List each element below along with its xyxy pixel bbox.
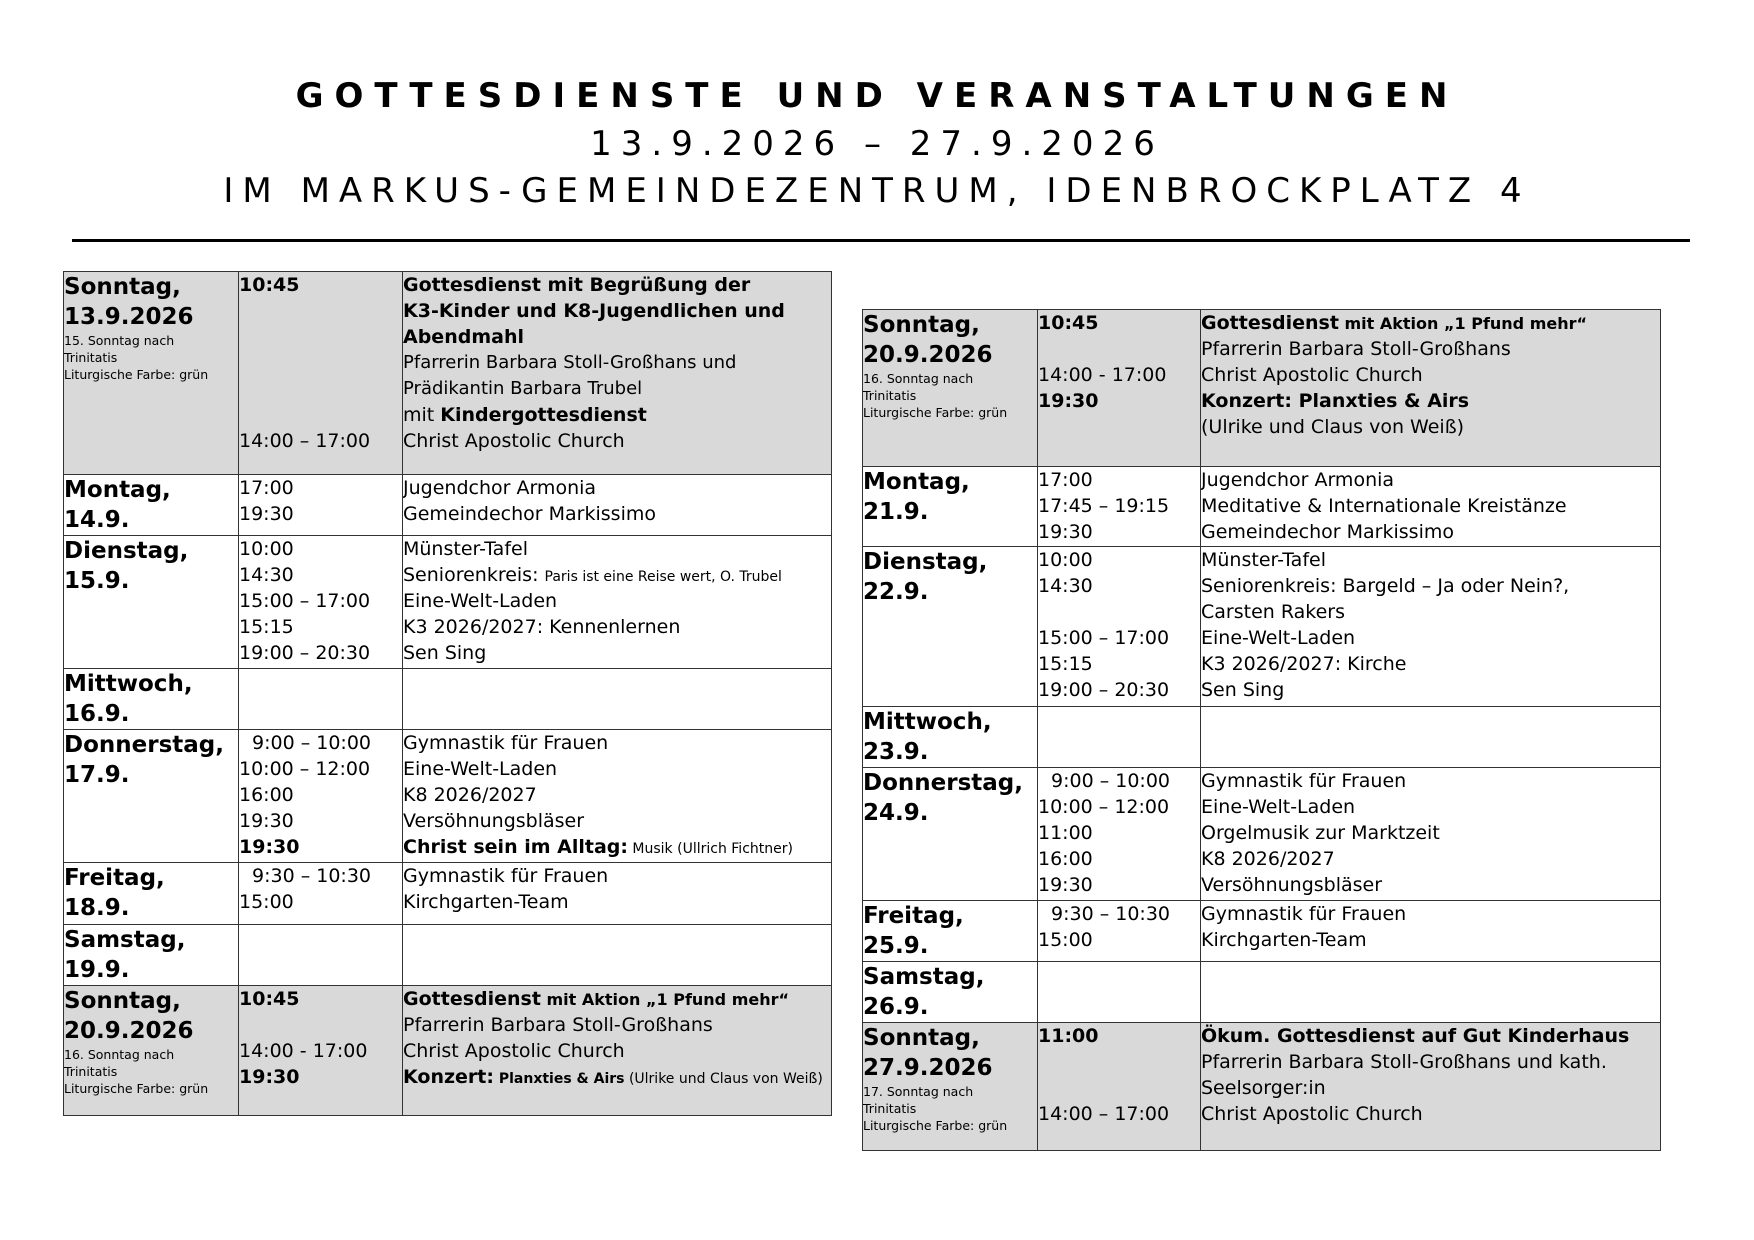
day-name: Donnerstag, [863,770,1023,796]
day-date: 20.9.2026 [64,1018,194,1044]
day-name: Samstag, [863,964,985,990]
time: 19:30 [1038,874,1093,896]
day-cell [64,272,239,475]
time: 14:00 – 17:00 [239,430,371,452]
event: Sen Sing [403,642,487,664]
day-note: Trinitatis [64,1064,118,1079]
day-row [863,768,1661,901]
time: 10:45 [239,988,300,1010]
event: K3-Kinder und K8-Jugendlichen und [403,300,785,322]
day-name: Mittwoch, [863,709,992,735]
day-row [64,925,832,986]
event: Versöhnungsbläser [1201,874,1383,896]
day-name: Freitag, [863,903,964,929]
event: Kirchgarten-Team [403,891,569,913]
day-date: 21.9. [863,499,929,525]
event: Gottesdienst mit Aktion „1 Pfund mehr“ [1201,312,1588,334]
events-cell [403,863,832,925]
time: 14:00 - 17:00 [1038,364,1167,386]
day-date: 14.9. [64,507,130,533]
day-row [863,707,1661,768]
day-date: 17.9. [64,762,130,788]
event: Carsten Rakers [1201,601,1345,623]
day-date: 15.9. [64,568,130,594]
times-cell [239,536,403,669]
time: 19:30 [1038,390,1099,412]
day-note: 17. Sonntag nach [863,1084,974,1099]
event: Konzert: Planxties & Airs [1201,390,1470,412]
time: 19:30 [1038,521,1093,543]
event: Pfarrerin Barbara Stoll-Großhans [403,1014,713,1036]
event: Münster-Tafel [403,538,528,560]
time: 19:30 [239,810,294,832]
events-cell [403,475,832,536]
time: 11:00 [1038,1025,1099,1047]
event: Jugendchor Armonia [1201,469,1395,491]
day-row [64,986,832,1116]
day-row [64,272,832,475]
event: Orgelmusik zur Marktzeit [1201,822,1440,844]
events-cell [403,925,832,986]
events-cell [1201,1023,1661,1151]
time: 15:00 – 17:00 [239,590,371,612]
event: Jugendchor Armonia [403,477,597,499]
day-date: 18.9. [64,895,130,921]
day-date: 19.9. [64,957,130,983]
times-cell [239,925,403,986]
day-cell [863,768,1038,901]
day-note: 15. Sonntag nach [64,333,175,348]
time: 10:00 – 12:00 [239,758,371,780]
day-name: Montag, [863,469,970,495]
times-cell [1038,547,1201,707]
event: Ökum. Gottesdienst auf Gut Kinderhaus [1201,1025,1630,1047]
event: Christ Apostolic Church [1201,364,1423,386]
time: 14:00 - 17:00 [239,1040,368,1062]
location: IM MARKUS-GEMEINDEZENTRUM, IDENBROCKPLATZ 4 [223,171,1531,211]
day-name: Sonntag, [64,988,181,1014]
events-cell [1201,310,1661,467]
day-row [64,863,832,925]
time: 10:45 [239,274,300,296]
event: K3 2026/2027: Kirche [1201,653,1407,675]
day-row [64,730,832,863]
time: 10:00 [1038,549,1093,571]
event: Meditative & Internationale Kreistänze [1201,495,1567,517]
day-row [863,467,1661,547]
time: 15:00 – 17:00 [1038,627,1170,649]
times-cell [239,986,403,1116]
event: Christ Apostolic Church [403,430,625,452]
event: Seniorenkreis: Bargeld – Ja oder Nein?, [1201,575,1570,597]
schedule-table-right [862,309,1661,1151]
events-cell [1201,768,1661,901]
event: Konzert: Planxties & Airs (Ulrike und Claus von Weiß) [403,1066,823,1088]
event: Gymnastik für Frauen [403,865,609,887]
day-note: Trinitatis [863,388,917,403]
page-title: GOTTESDIENSTE UND VERANSTALTUNGEN [295,76,1459,116]
time: 14:30 [1038,575,1093,597]
event: Eine-Welt-Laden [403,590,558,612]
day-note: Trinitatis [64,350,118,365]
event: mit Kindergottesdienst [403,404,647,426]
event: Eine-Welt-Laden [403,758,558,780]
times-cell [1038,1023,1201,1151]
day-cell [64,536,239,669]
day-note: Liturgische Farbe: grün [863,1118,1008,1133]
day-row [64,536,832,669]
time: 10:00 [239,538,294,560]
event: Gemeindechor Markissimo [403,503,656,525]
day-row [64,475,832,536]
day-cell [64,863,239,925]
events-cell [1201,901,1661,962]
day-cell [64,986,239,1116]
event: Gottesdienst mit Aktion „1 Pfund mehr“ [403,988,790,1010]
time: 19:00 – 20:30 [1038,679,1170,701]
day-name: Mittwoch, [64,671,193,697]
events-cell [1201,962,1661,1023]
day-name: Dienstag, [64,538,189,564]
time: 15:15 [239,616,294,638]
event: Eine-Welt-Laden [1201,627,1356,649]
event: Pfarrerin Barbara Stoll-Großhans [1201,338,1511,360]
day-row [863,547,1661,707]
schedule-table-left [63,271,832,1116]
day-cell [863,1023,1038,1151]
event: Gottesdienst mit Begrüßung der [403,274,751,296]
time: 17:00 [239,477,294,499]
event: Abendmahl [403,326,524,348]
day-cell [863,310,1038,467]
events-cell [1201,467,1661,547]
day-note: Liturgische Farbe: grün [64,1081,209,1096]
day-cell [863,547,1038,707]
header-divider [72,239,1690,242]
day-note: 16. Sonntag nach [863,371,974,386]
day-row [863,901,1661,962]
time: 19:30 [239,503,294,525]
day-date: 27.9.2026 [863,1055,993,1081]
times-cell [1038,901,1201,962]
time: 9:00 – 10:00 [252,732,372,754]
event: Gymnastik für Frauen [1201,770,1407,792]
time: 14:30 [239,564,294,586]
event: K8 2026/2027 [403,784,537,806]
day-name: Montag, [64,477,171,503]
day-note: Liturgische Farbe: grün [863,405,1008,420]
time: 19:00 – 20:30 [239,642,371,664]
day-date: 24.9. [863,800,929,826]
day-cell [863,901,1038,962]
times-cell [239,475,403,536]
event: Gymnastik für Frauen [1201,903,1407,925]
event: (Ulrike und Claus von Weiß) [1201,416,1465,438]
day-date: 16.9. [64,701,130,727]
event: Christ Apostolic Church [403,1040,625,1062]
time: 15:15 [1038,653,1093,675]
time: 9:30 – 10:30 [1051,903,1171,925]
day-row [863,1023,1661,1151]
events-cell [403,730,832,863]
event: K3 2026/2027: Kennenlernen [403,616,681,638]
times-cell [1038,467,1201,547]
event: Seelsorger:in [1201,1077,1326,1099]
day-name: Freitag, [64,865,165,891]
time: 16:00 [239,784,294,806]
times-cell [239,863,403,925]
time: 15:00 [239,891,294,913]
day-date: 22.9. [863,579,929,605]
event: Eine-Welt-Laden [1201,796,1356,818]
time: 10:45 [1038,312,1099,334]
day-date: 13.9.2026 [64,304,194,330]
event: Münster-Tafel [1201,549,1326,571]
day-name: Donnerstag, [64,732,224,758]
day-name: Sonntag, [863,1025,980,1051]
events-cell [403,536,832,669]
events-cell [403,669,832,730]
event: Pfarrerin Barbara Stoll-Großhans und kath. [1201,1051,1607,1073]
time: 14:00 – 17:00 [1038,1103,1170,1125]
times-cell [239,730,403,863]
day-row [863,962,1661,1023]
times-cell [1038,962,1201,1023]
day-cell [863,467,1038,547]
events-cell [403,986,832,1116]
day-date: 25.9. [863,933,929,959]
time: 16:00 [1038,848,1093,870]
day-date: 26.9. [863,994,929,1020]
event: Prädikantin Barbara Trubel [403,378,643,399]
event: Christ Apostolic Church [1201,1103,1423,1125]
time: 9:30 – 10:30 [252,865,372,887]
times-cell [1038,768,1201,901]
event: Gymnastik für Frauen [403,732,609,754]
times-cell [239,272,403,475]
day-row [863,310,1661,467]
times-cell [1038,310,1201,467]
day-cell [863,962,1038,1023]
event: Seniorenkreis: Paris ist eine Reise wert, O. Trubel [403,564,782,586]
time: 17:45 – 19:15 [1038,495,1170,517]
day-name: Samstag, [64,927,186,953]
day-cell [863,707,1038,768]
event: Sen Sing [1201,679,1285,701]
day-name: Sonntag, [863,312,980,338]
day-cell [64,925,239,986]
day-cell [64,669,239,730]
times-cell [1038,707,1201,768]
time: 19:30 [239,836,300,858]
day-note: Trinitatis [863,1101,917,1116]
event: Christ sein im Alltag: Musik (Ullrich Fichtner) [403,836,793,858]
date-range: 13.9.2026 – 27.9.2026 [590,124,1164,164]
event: Gemeindechor Markissimo [1201,521,1454,543]
time: 17:00 [1038,469,1093,491]
time: 19:30 [239,1066,300,1088]
events-cell [403,272,832,475]
event: Versöhnungsbläser [403,810,585,832]
day-name: Sonntag, [64,274,181,300]
event: Kirchgarten-Team [1201,929,1367,951]
events-cell [1201,547,1661,707]
event: K8 2026/2027 [1201,848,1335,870]
day-row [64,669,832,730]
day-note: 16. Sonntag nach [64,1047,175,1062]
day-date: 23.9. [863,739,929,765]
day-cell [64,730,239,863]
day-name: Dienstag, [863,549,988,575]
time: 11:00 [1038,822,1093,844]
event: Pfarrerin Barbara Stoll-Großhans und [403,352,737,373]
times-cell [239,669,403,730]
time: 9:00 – 10:00 [1051,770,1171,792]
time: 15:00 [1038,929,1093,951]
time: 10:00 – 12:00 [1038,796,1170,818]
day-date: 20.9.2026 [863,342,993,368]
events-cell [1201,707,1661,768]
day-cell [64,475,239,536]
day-note: Liturgische Farbe: grün [64,367,209,382]
